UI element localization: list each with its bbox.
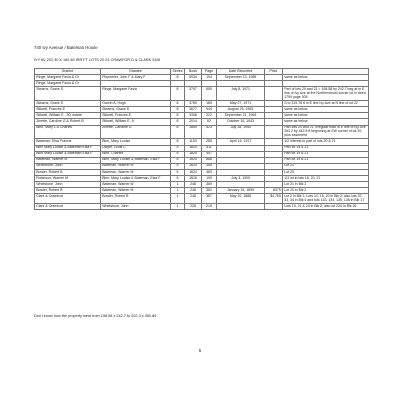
- table-cell: 8: [171, 87, 185, 101]
- table-cell: 369: [202, 182, 217, 188]
- table-cell: Bowler, Robert B: [35, 188, 101, 194]
- table-cell: Binn, Mary L & Charles: [35, 125, 101, 139]
- table-cell: Lot 20: [283, 169, 369, 175]
- table-cell: 1860: [185, 125, 202, 139]
- table-cell: 222: [202, 113, 217, 119]
- table-cell: $4,750: [265, 194, 283, 204]
- table-cell: Clark & Crawford: [35, 194, 101, 204]
- table-cell: same as below: [283, 113, 369, 119]
- deed-history-table: [34, 68, 369, 210]
- table-cell: [217, 204, 265, 210]
- table-cell: 3306: [185, 113, 202, 119]
- column-header: Date Recorded: [217, 69, 265, 75]
- table-cell: August 26, 1963: [217, 107, 265, 113]
- table-row: [35, 125, 369, 139]
- table-cell: Dwyer, Louis C: [101, 145, 171, 151]
- table-cell: Binn, Mary Louise: [101, 139, 171, 145]
- table-cell: 544: [202, 107, 217, 113]
- table-cell: Garvin A, Hugh: [101, 101, 171, 107]
- table-cell: 1624: [185, 169, 202, 175]
- table-cell: 1820: [185, 151, 202, 157]
- table-cell: 1/3 int in lots 18, 20, 21: [283, 176, 369, 182]
- table-cell: 511: [202, 145, 217, 151]
- table-cell: Part lot 19 & 21: [283, 151, 369, 157]
- table-cell: 1816: [185, 176, 202, 182]
- table-cell: Lot 21 in Blk 2: [283, 182, 369, 188]
- table-cell: 5: [171, 163, 185, 169]
- table-cell: 387: [202, 194, 217, 204]
- table-cell: Bateman, Warner M: [101, 182, 171, 188]
- table-cell: 5934: [185, 75, 202, 81]
- table-cell: S to 319.78 ft in E line Ivy Ave at N line of lot 22: [283, 101, 369, 107]
- table-cell: 1624: [185, 163, 202, 169]
- table-cell: 5: [171, 176, 185, 182]
- table-cell: 1820: [185, 145, 202, 151]
- table-row: [35, 194, 369, 204]
- table-cell: July 8, 1971: [217, 87, 265, 101]
- table-cell: Stearns, Grace S: [35, 87, 101, 101]
- table-cell: 194: [202, 75, 217, 81]
- page-number: 5: [198, 348, 202, 353]
- table-cell: Lots 19, 21 & 24 in Blk 2; also lot 224 in Blk 26: [283, 204, 369, 210]
- property-reference: IVY AV 202.30 X 182.89 IRR FT LOTS 20-21 CRAWFOR D & CLARK SUB: [34, 58, 161, 62]
- table-cell: October 16, 1943: [217, 119, 265, 125]
- table-cell: Lot 20 in Blk 2: [283, 188, 369, 194]
- column-header: Grantee: [101, 69, 171, 75]
- table-cell: 248: [185, 182, 202, 188]
- table-cell: [265, 204, 283, 210]
- table-cell: Whetstone, John: [101, 204, 171, 210]
- table-cell: 8: [171, 113, 185, 119]
- table-cell: $375: [265, 188, 283, 194]
- table-cell: 447: [202, 151, 217, 157]
- table-cell: 8: [171, 107, 185, 113]
- column-header: Grantor: [35, 69, 101, 75]
- table-cell: 219: [202, 204, 217, 210]
- table-cell: May 10, 1888: [217, 194, 265, 204]
- table-cell: 1: [171, 188, 185, 194]
- column-header: Book: [185, 69, 202, 75]
- table-cell: January 15, 1899: [217, 188, 265, 194]
- table-cell: Part of lots 20 and 21 = 198.58 by 242.7 beg at in E line of Ivy Ave at the Northernmost corner lot in deed 1799 page 305: [283, 87, 369, 101]
- table-cell: Whetstone, John: [35, 182, 101, 188]
- footnote: Don't know how the property went from 198.58 x 242.7 to 202.3 x 350.89: [34, 314, 157, 318]
- column-header: Series: [171, 69, 185, 75]
- table-cell: July 18, 1940: [217, 125, 265, 139]
- table-cell: Stearns, Grace S: [101, 107, 171, 113]
- table-cell: 248: [185, 194, 202, 204]
- table-cell: Whetstone, John: [35, 163, 101, 169]
- table-cell: Bateman, Warner M: [35, 157, 101, 163]
- table-cell: Ringe, Margaret Favia & Gr: [35, 81, 101, 87]
- table-cell: 2014: [185, 119, 202, 125]
- table-cell: 3789: [185, 101, 202, 107]
- table-cell: Zinette, Caroline G: [101, 125, 171, 139]
- table-cell: 5: [171, 145, 185, 151]
- table-cell: 248: [185, 188, 202, 194]
- table-cell: 886: [202, 157, 217, 163]
- table-cell: Stilwell, William E, Jr: [101, 119, 171, 125]
- table-cell: 1153: [185, 139, 202, 145]
- table-cell: same as below: [283, 119, 369, 125]
- table-cell: Stilwell, Frances E: [35, 107, 101, 113]
- table-cell: 5: [171, 157, 185, 163]
- table-cell: April 16, 1917: [217, 139, 265, 145]
- table-cell: 5: [171, 169, 185, 175]
- table-cell: 228: [185, 204, 202, 210]
- table-row: [35, 204, 369, 210]
- table-cell: 190: [202, 176, 217, 182]
- table-cell: 8: [171, 101, 185, 107]
- table-cell: Bowler, Robert B: [101, 194, 171, 204]
- table-cell: 62: [202, 119, 217, 125]
- table-cell: Lot 2 in Blk 1; Lots 14, 15, 20 in Blk 2; also lots 32, 33, 34 in Blk 4 and lots 133, 134, 135, 136 in Blk 17: [283, 194, 369, 204]
- table-cell: July 3, 1909: [217, 176, 265, 182]
- table-cell: Stearns, Grace S: [35, 101, 101, 107]
- table-cell: September 13, 1985: [217, 75, 265, 81]
- table-cell: [265, 87, 283, 101]
- table-cell: 8: [171, 119, 185, 125]
- table-row: [35, 87, 369, 101]
- table-cell: Binn, Mary Louise & Bateman, Elsa F: [101, 176, 171, 182]
- document-address: 740 Ivy Avenue / Bateman House: [34, 45, 98, 50]
- table-body: [35, 75, 369, 210]
- table-cell: Binn, Mary Louise & Bateman, Elsa F: [101, 157, 171, 163]
- table-cell: May 27, 1971: [217, 101, 265, 107]
- table-cell: 8: [171, 125, 185, 139]
- table-cell: Lot 21: [283, 163, 369, 169]
- table-cell: 285: [202, 139, 217, 145]
- table-cell: Bowler, Robert B: [35, 169, 101, 175]
- column-header: Price: [265, 69, 283, 75]
- column-header: Page: [202, 69, 217, 75]
- table-cell: Bateman, Warner M: [101, 169, 171, 175]
- table-cell: 5: [171, 151, 185, 157]
- table-cell: Bateman, Warner M: [101, 163, 171, 169]
- table-cell: Stilwell, Frances E: [101, 113, 171, 119]
- table-cell: 189: [202, 101, 217, 107]
- table-cell: 1: [171, 182, 185, 188]
- table-cell: Clark & Crawford: [35, 204, 101, 210]
- table-cell: Stilwell, William E., 30, estate: [35, 113, 101, 119]
- table-cell: Part lots 20 and 21, irregular tract in E line of Ivy Ave 263.2 by 442.5 ft beginning at SW corner of lot 20, plus easement: [283, 125, 369, 139]
- table-cell: 1: [171, 194, 185, 204]
- table-cell: 3677: [185, 107, 202, 113]
- table-cell: same as below: [283, 75, 369, 81]
- table-cell: 3797: [185, 87, 202, 101]
- table-cell: 381: [202, 188, 217, 194]
- table-cell: same as below: [283, 107, 369, 113]
- table-cell: September 21, 1963: [217, 113, 265, 119]
- table-cell: 1/2 interest in part of lots 20 & 21: [283, 139, 369, 145]
- table-cell: Binn Mary Louise & Bateman Elsa F: [35, 145, 101, 151]
- table-cell: Zinette, Caroline G & Robert B: [35, 119, 101, 125]
- table-cell: 650: [202, 87, 217, 101]
- table-cell: Part lot 19 & 21: [283, 145, 369, 151]
- table-cell: [265, 125, 283, 139]
- table-cell: 460: [202, 169, 217, 175]
- table-cell: 8: [171, 75, 185, 81]
- table-cell: 1624: [185, 157, 202, 163]
- table-cell: Binn, Charles: [101, 151, 171, 157]
- table-cell: 1: [171, 204, 185, 210]
- table-cell: Robinson, Warner M: [35, 176, 101, 182]
- table-cell: Plopmeier, John F & Mary F: [101, 75, 171, 81]
- table-cell: Ringe, Margaret Favia: [101, 87, 171, 101]
- table-cell: Bateman, Warner M: [101, 188, 171, 194]
- table-cell: 455: [202, 163, 217, 169]
- table-cell: Bateman, Elsa Francis: [35, 139, 101, 145]
- table-cell: 523: [202, 125, 217, 139]
- table-cell: Part lot 19 & 21: [283, 157, 369, 163]
- table-cell: Binn Mary Louise & Bateman Elsa F: [35, 151, 101, 157]
- table-cell: Ringe, Margaret Favia & Gr: [35, 75, 101, 81]
- table-cell: 8: [171, 139, 185, 145]
